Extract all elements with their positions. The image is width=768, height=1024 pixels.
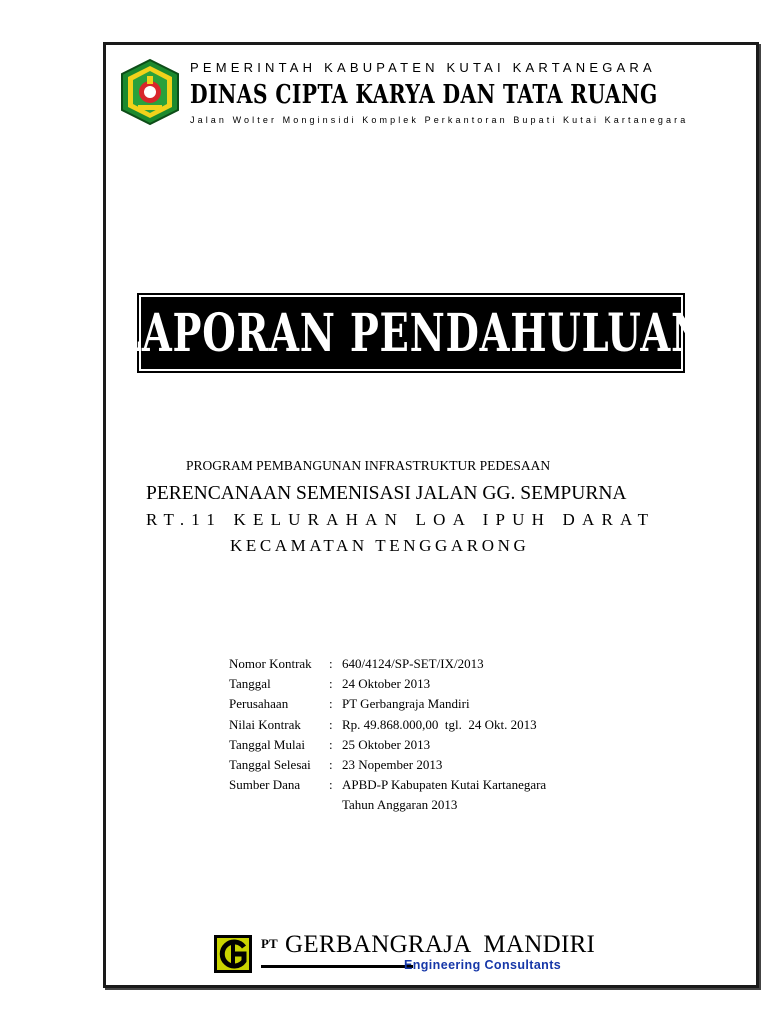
agency-heading: DINAS CIPTA KARYA DAN TATA RUANG bbox=[190, 80, 658, 110]
report-title: LAPORAN PENDAHULUAN bbox=[114, 302, 708, 364]
detail-row bbox=[229, 755, 546, 775]
company-prefix: PT bbox=[261, 936, 278, 951]
company-underline bbox=[261, 965, 413, 968]
kutai-kartanegara-emblem-icon bbox=[118, 58, 182, 126]
detail-label: Tanggal Mulai bbox=[229, 736, 305, 752]
detail-value: APBD-P Kabupaten Kutai Kartanegara bbox=[342, 777, 547, 793]
project-title-line-3: KECAMATAN TENGGARONG bbox=[230, 536, 530, 555]
detail-value: Rp. 49.868.000,00 tgl. 24 Okt. 2013 bbox=[342, 716, 537, 732]
contract-details bbox=[229, 654, 546, 816]
detail-row-continuation bbox=[229, 795, 546, 815]
detail-row bbox=[229, 735, 546, 755]
detail-separator: : bbox=[329, 696, 333, 712]
detail-label: Sumber Dana bbox=[229, 777, 301, 793]
detail-separator: : bbox=[329, 676, 333, 692]
detail-row bbox=[229, 654, 546, 674]
project-title-line-1: PERENCANAAN SEMENISASI JALAN GG. SEMPURNA bbox=[146, 483, 627, 504]
detail-value: 23 Nopember 2013 bbox=[342, 757, 443, 773]
detail-label: Tanggal bbox=[229, 676, 271, 692]
detail-value: 24 Oktober 2013 bbox=[342, 676, 431, 692]
company-name: GERBANGRAJA MANDIRI bbox=[285, 931, 596, 958]
detail-row bbox=[229, 674, 546, 694]
detail-value: 25 Oktober 2013 bbox=[342, 736, 431, 752]
detail-separator: : bbox=[329, 777, 333, 793]
agency-address: Jalan Wolter Monginsidi Komplek Perkantoran Bupati Kutai Kartanegara bbox=[190, 115, 689, 125]
project-title-line-2: RT.11 KELURAHAN LOA IPUH DARAT bbox=[146, 510, 656, 529]
program-name: PROGRAM PEMBANGUNAN INFRASTRUKTUR PEDESAAN bbox=[186, 458, 551, 473]
report-title-box bbox=[114, 297, 708, 369]
gerbangraja-logo-icon bbox=[214, 935, 252, 973]
detail-value: 640/4124/SP-SET/IX/2013 bbox=[342, 656, 484, 671]
detail-label: Tanggal Selesai bbox=[229, 757, 311, 773]
detail-label: Perusahaan bbox=[229, 696, 289, 712]
detail-separator: : bbox=[329, 757, 333, 773]
detail-separator: : bbox=[329, 736, 333, 752]
detail-row bbox=[229, 715, 546, 735]
company-tagline: Engineering Consultants bbox=[404, 958, 562, 972]
detail-row bbox=[229, 775, 546, 795]
detail-label: Nomor Kontrak bbox=[229, 656, 312, 671]
government-heading: PEMERINTAH KABUPATEN KUTAI KARTANEGARA bbox=[190, 60, 656, 75]
detail-separator: : bbox=[329, 716, 333, 732]
detail-value-continuation: Tahun Anggaran 2013 bbox=[342, 797, 458, 813]
detail-row bbox=[229, 694, 546, 714]
detail-value: PT Gerbangraja Mandiri bbox=[342, 696, 470, 712]
detail-separator: : bbox=[329, 656, 333, 671]
detail-label: Nilai Kontrak bbox=[229, 716, 301, 732]
